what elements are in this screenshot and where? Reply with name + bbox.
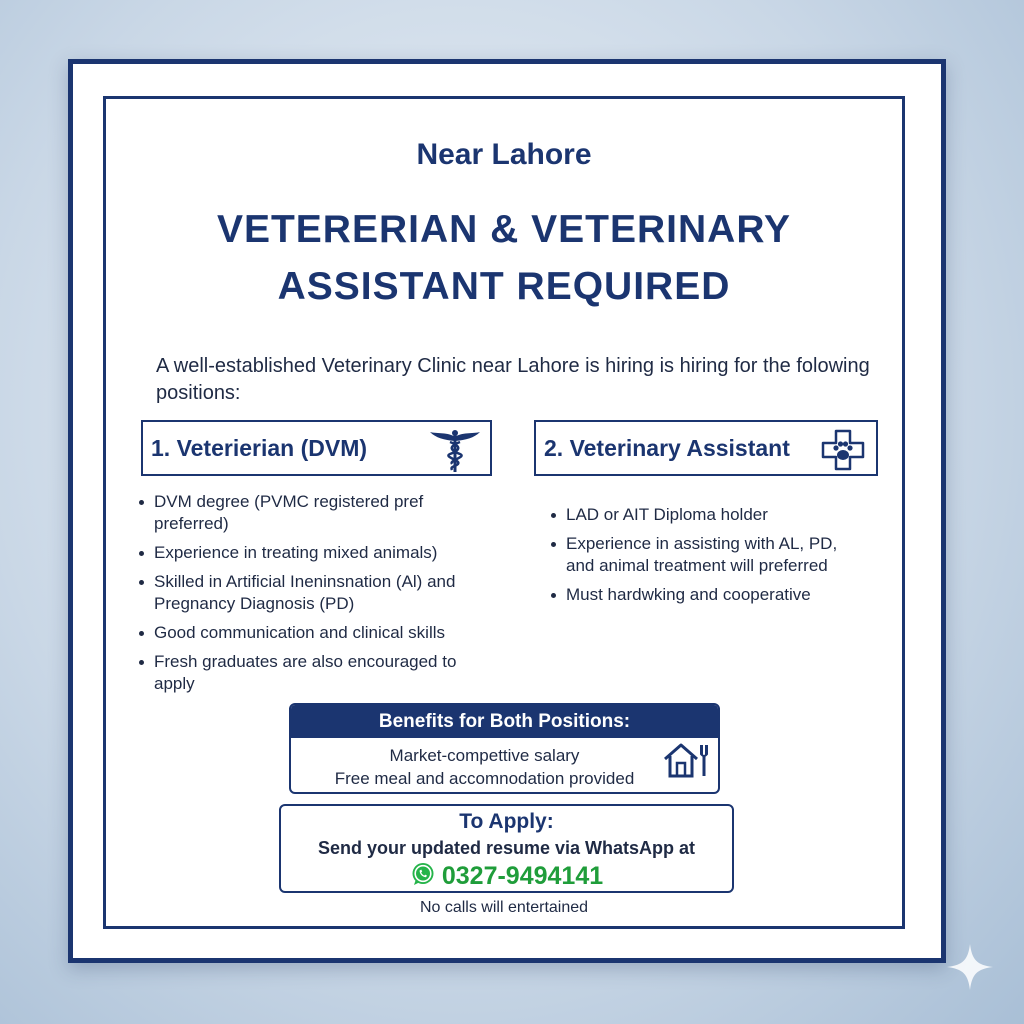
benefits-body [291,738,718,790]
position-title-veterinarian: 1. Veterierian (DVM) [151,434,368,461]
veterinarian-requirements-list [138,491,498,702]
benefits-heading: Benefits for Both Positions: [291,705,718,738]
benefit-meal-accommodation: Free meal and accomnodation provided [334,769,635,788]
caduceus-icon [428,428,482,479]
poster-inner-frame [103,96,905,929]
list-item: Fresh graduates are also encouraged to apply [138,651,498,695]
headline-line-1: VETERERIAN & VETERINARY [216,208,792,251]
headline-line-2: ASSISTANT REQUIRED [277,265,731,308]
list-item: Must hardwking and cooperative [550,584,850,606]
assistant-requirements-list [550,504,850,613]
whatsapp-icon [410,861,436,892]
position-box-veterinarian [141,420,492,476]
benefit-salary: Market-compettive salary [389,746,580,765]
whatsapp-phone-number[interactable]: 0327-9494141 [441,862,604,890]
list-item: Experience in assisting with AL, PD, and animal treatment will preferred [550,533,850,577]
location-heading: Near Lahore [416,138,592,171]
apply-instructions: Send your updated resume via WhatsApp at [317,838,696,858]
list-item: DVM degree (PVMC registered pref preferred) [138,491,498,535]
list-item: Good communication and clinical skills [138,622,498,644]
no-calls-note: No calls will entertained [419,899,589,916]
list-item: Skilled in Artificial Ineninsnation (Al) and Pregnancy Diagnosis (PD) [138,571,498,615]
position-title-assistant: 2. Veterinary Assistant [544,434,790,461]
job-headline [106,201,902,315]
apply-box [279,804,734,893]
position-box-assistant [534,420,878,476]
sparkle-icon [945,942,995,997]
apply-phone-row [281,861,732,892]
poster-outer-frame [68,59,946,963]
intro-text: A well-established Veterinary Clinic near Lahore is hiring is hiring for the folowing positions: [156,355,870,404]
list-item: Experience in treating mixed animals) [138,542,498,564]
apply-heading: To Apply: [459,810,554,833]
list-item: LAD or AIT Diploma holder [550,504,850,526]
benefits-box [289,703,720,794]
house-fork-icon [662,741,710,784]
paw-cross-icon [820,428,866,477]
